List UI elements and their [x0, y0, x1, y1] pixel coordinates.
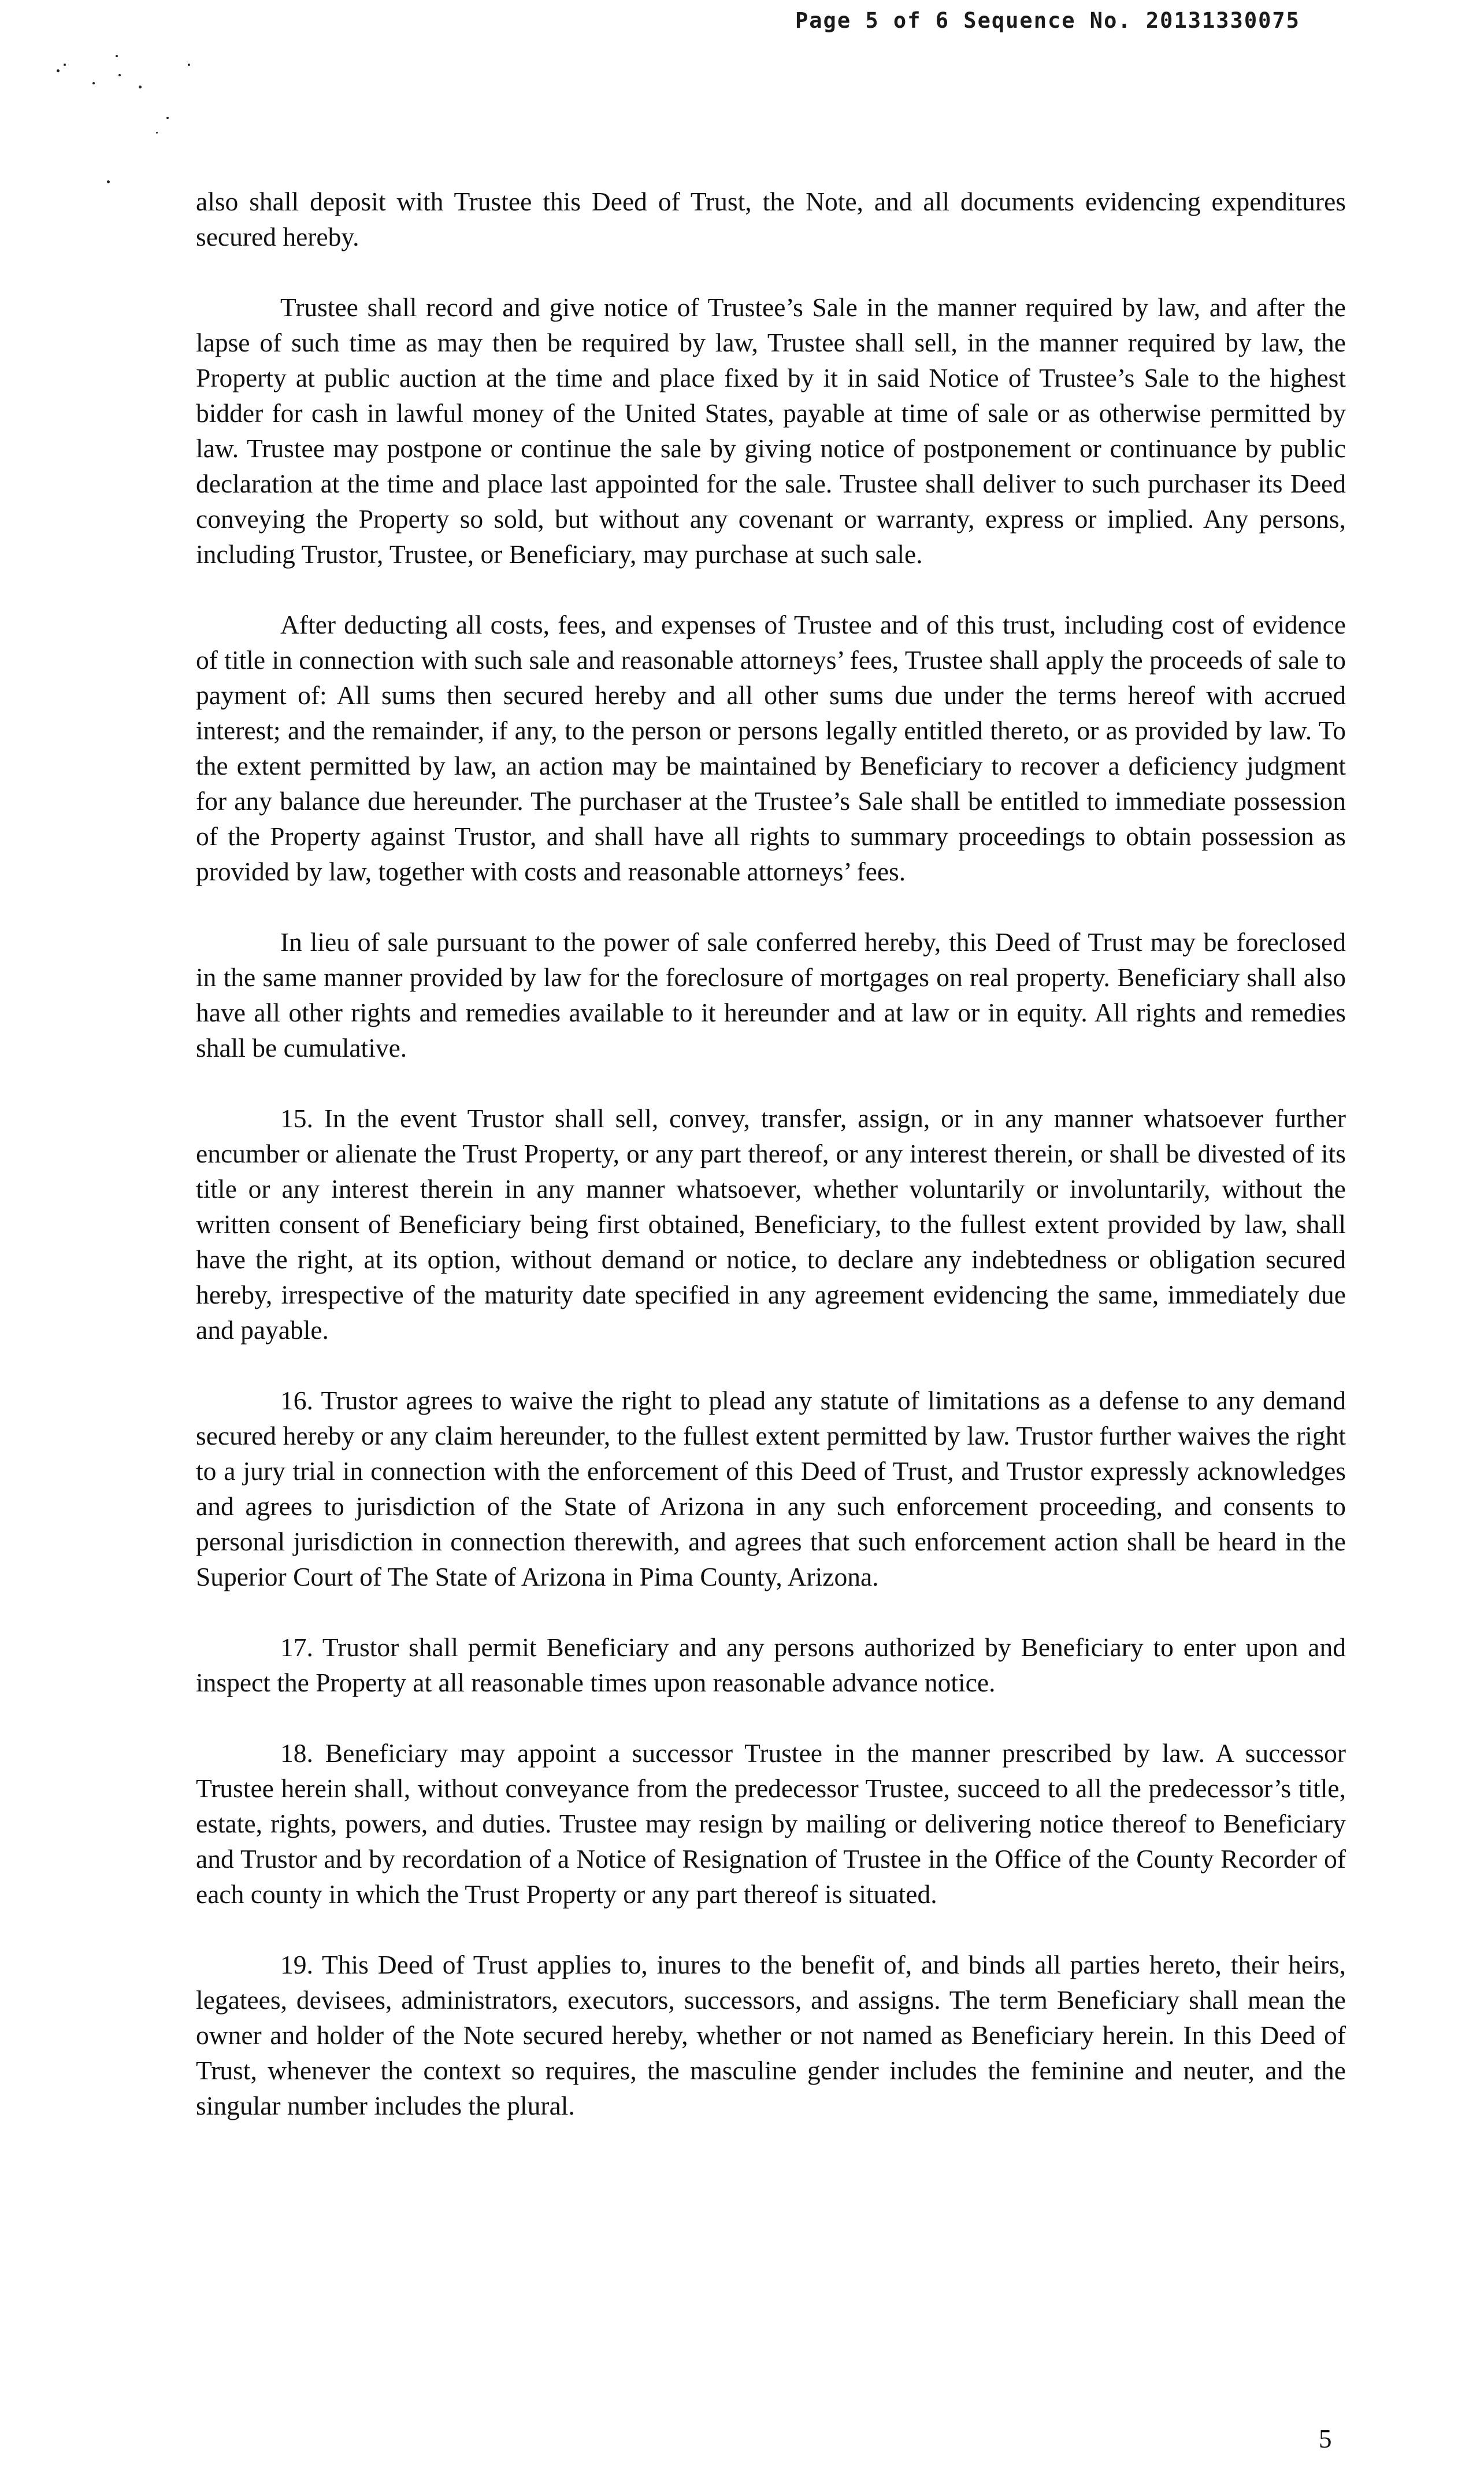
section-19-binding-effect: 19. This Deed of Trust applies to, inures to the benefit of, and binds all parties hereto, their heirs, legatees, devisees, administrators, executors, successors, and assigns. The term Beneficiary shall mean the owner and holder of the Note secured hereby, whether or not named as Beneficiary herein. In this Deed of Trust, whenever the context so requires, the masculine gender includes the feminine and neuter, and the singular number includes the plural. [196, 1950, 1346, 2120]
paragraph-trustee-sale: Trustee shall record and give notice of Trustee’s Sale in the manner required by law, and after the lapse of such time as may then be required by law, Trustee shall sell, in the manner required by law, the Property at public auction at the time and place fixed by it in said Notice of Trustee’s Sale to the highest bidder for cash in lawful money of the United States, payable at time of sale or as otherwise permitted by law. Trustee may postpone or continue the sale by giving notice of postponement or continuance by public declaration at the time and place last appointed for the sale. Trustee shall deliver to such purchaser its Deed conveying the Property so sold, but without any covenant or warranty, express or implied. Any persons, including Trustor, Trustee, or Beneficiary, may purchase at such sale. [196, 293, 1346, 569]
recording-header: Page 5 of 6 Sequence No. 20131330075 [795, 8, 1300, 33]
section-16-waiver-and-jurisdiction: 16. Trustor agrees to waive the right to plead any statute of limitations as a defense to any demand secured hereby or any claim hereunder, to the fullest extent permitted by law. Trustor further waives the right to a jury trial in connection with the enforcement of this Deed of Trust, and Trustor expressly acknowledges and agrees to jurisdiction of the State of Arizona in any such enforcement proceeding, and consents to personal jurisdiction in connection therewith, and agrees that such enforcement action shall be heard in the Superior Court of The State of Arizona in Pima County, Arizona. [196, 1386, 1346, 1591]
scan-speck [139, 86, 142, 88]
scan-speck [118, 74, 121, 76]
deed-of-trust-body [196, 184, 1346, 2159]
paragraph-proceeds-of-sale: After deducting all costs, fees, and expenses of Trustee and of this trust, including cost of evidence of title in connection with such sale and reasonable attorneys’ fees, Trustee shall apply the proceeds of sale to payment of: All sums then secured hereby and all other sums due under the terms hereof with accrued interest; and the remainder, if any, to the person or persons legally entitled thereto, or as provided by law. To the extent permitted by law, an action may be maintained by Beneficiary to recover a deficiency judgment for any balance due hereunder. The purchaser at the Trustee’s Sale shall be entitled to immediate possession of the Property against Trustor, and shall have all rights to summary proceedings to obtain possession as provided by law, together with costs and reasonable attorneys’ fees. [196, 610, 1346, 886]
scan-speck [64, 64, 66, 66]
paragraph-foreclosure-in-lieu: In lieu of sale pursuant to the power of sale conferred hereby, this Deed of Trust may be foreclosed in the same manner provided by law for the foreclosure of mortgages on real property. Beneficiary shall also have all other rights and remedies available to it hereunder and at law or in equity. All rights and remedies shall be cumulative. [196, 927, 1346, 1062]
scan-speck [188, 64, 190, 66]
scan-speck [57, 69, 60, 72]
section-17-inspection: 17. Trustor shall permit Beneficiary and any persons authorized by Beneficiary to enter upon and inspect the Property at all reasonable times upon reasonable advance notice. [196, 1632, 1346, 1697]
scan-speck [166, 117, 169, 119]
paragraph-deposit-continuation: also shall deposit with Trustee this Deed of Trust, the Note, and all documents evidencing expenditures secured hereby. [196, 187, 1346, 251]
scan-speck [107, 180, 110, 183]
scan-specks [46, 29, 196, 202]
page-number: 5 [1319, 2424, 1332, 2453]
scan-speck [156, 132, 158, 134]
section-15-due-on-sale: 15. In the event Trustor shall sell, convey, transfer, assign, or in any manner whatsoever further encumber or alienate the Trust Property, or any part thereof, or any interest therein, or shall be divested of its title or any interest therein in any manner whatsoever, whether voluntarily or involuntarily, without the written consent of Beneficiary being first obtained, Beneficiary, to the fullest extent provided by law, shall have the right, at its option, without demand or notice, to declare any indebtedness or obligation secured hereby, irrespective of the maturity date specified in any agreement evidencing the same, immediately due and payable. [196, 1104, 1346, 1345]
section-18-successor-trustee: 18. Beneficiary may appoint a successor Trustee in the manner prescribed by law. A successor Trustee herein shall, without conveyance from the predecessor Trustee, succeed to all the predecessor’s title, estate, rights, powers, and duties. Trustee may resign by mailing or delivering notice thereof to Beneficiary and Trustor and by recordation of a Notice of Resignation of Trustee in the Office of the County Recorder of each county in which the Trust Property or any part thereof is situated. [196, 1738, 1346, 1909]
scan-speck [116, 55, 118, 57]
scan-speck [92, 82, 95, 84]
